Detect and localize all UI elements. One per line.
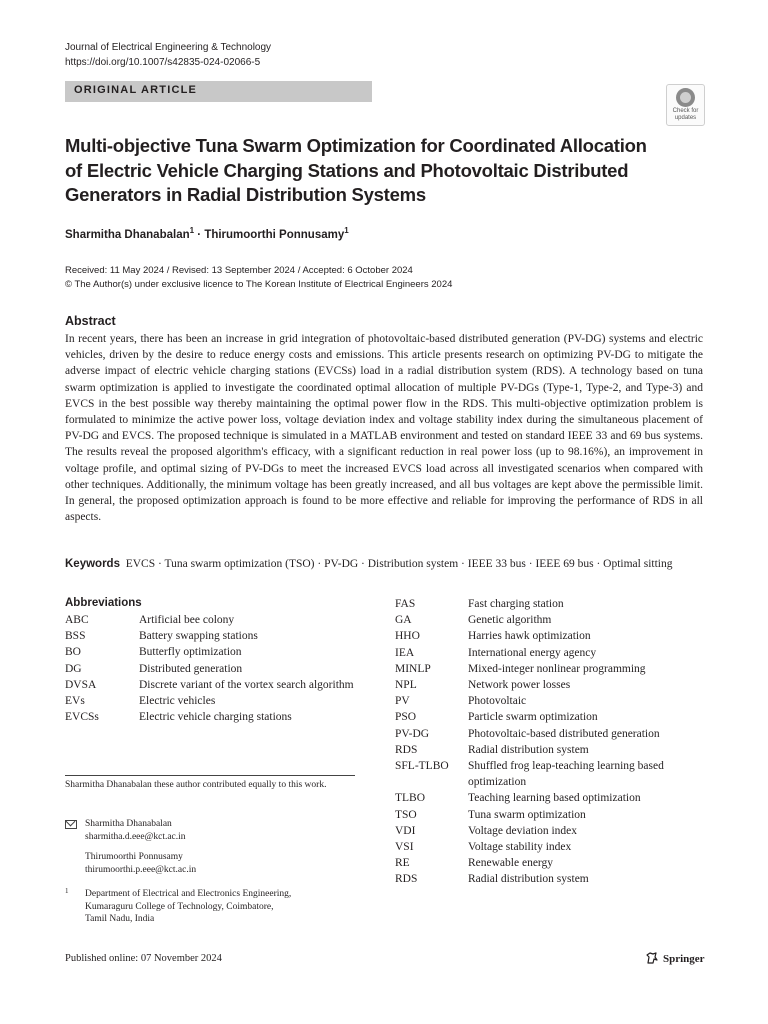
abbreviation-term: IEA [395,646,415,659]
check-for-updates-badge[interactable] [666,84,705,126]
doi-link[interactable]: https://doi.org/10.1007/s42835-024-02066-5 [65,57,261,68]
publisher-name: Springer [663,953,705,965]
abbreviation-definition: Artificial bee colony [139,614,235,626]
contact-name: Thirumoorthi Ponnusamy [85,852,183,862]
abstract-text: In recent years, there has been an increase in grid integration of photovoltaic-based distributed generation (PV-DG) systems and electric vehicles, driven by the desire to reduce energy costs and emissions. This article presents research on optimizing PV-DG to mitigate the adverse impact of electric vehicle charging stations (EVCSs) load in a radial distribution system (RDS). A technology based on tuna swarm optimization is applied to investigate the coordinated optimal allocation of multiple PV-DGs (Type-1, Type-2, and Type-3) and EVCS in the best possible way thereby maintaining the optimal power flow in the RDS. This multi-objective optimization problem is formulated to minimize the active power loss, voltage deviation index and voltage stability index during the simultaneous placement of PV-DG and EVCS. The proposed technique is simulated in a MATLAB environment and tested on standard IEEE 33 and 69 bus systems. The results reveal the proposed algorithm's efficacy, with a significant reduction in real power loss (up to 98.16%), an improvement in voltage profile, and optimal sizing of PV-DGs to meet the increased EVCS load across all investigated scenarios when compared with other techniques. Additionally, the minimum voltage has been greatly increased, and all bus voltages are kept above the permissible limit. In general, the proposed optimization approach is found to be more effective and reliable for improving the performance of RDS in all aspects. [65,333,703,524]
author-separator: · [194,228,205,241]
crossmark-text-line2: updates [674,115,697,121]
abbreviation-term: VSI [395,841,414,854]
abbreviation-term: GA [395,614,412,627]
abbreviation-definition: Teaching learning based optimization [468,792,641,805]
author-name[interactable]: Sharmitha Dhanabalan [65,228,190,241]
abbreviation-row [395,709,705,725]
article-title [65,134,705,208]
abbreviation-definition: Photovoltaic [468,695,527,708]
abbreviations-left-column [65,612,355,725]
abbreviation-term: PSO [395,711,417,724]
abbreviation-term: BO [65,646,81,659]
abbreviation-term: VDI [395,824,416,837]
abbreviation-definition: Mixed-integer nonlinear programming [468,662,646,675]
title-line-1: Multi-objective Tuna Swarm Optimization for Coordinated Allocation [65,135,647,156]
abstract-heading: Abstract [65,314,116,328]
footnote-divider [65,775,355,776]
received-dates: Received: 11 May 2024 / Revised: 13 September 2024 / Accepted: 6 October 2024 [65,265,413,276]
abbreviation-definition: Distributed generation [139,662,243,675]
abbreviation-definition: Genetic algorithm [468,614,552,627]
abbreviation-definition: Voltage deviation index [468,824,578,837]
abbreviation-row [395,726,705,742]
abbreviation-row [395,661,705,677]
envelope-icon [65,820,77,829]
abbreviation-definition: Renewable energy [468,857,554,870]
abbreviation-row [395,612,705,628]
abbreviation-term: ABC [65,614,89,626]
abbreviation-term: RDS [395,873,418,886]
abbreviation-definition: Radial distribution system [468,743,589,756]
abbreviation-definition: Network power losses [468,679,571,692]
abbreviation-term: PV-DG [395,727,430,740]
affiliation-number: 1 [65,887,69,895]
abbreviations-heading: Abbreviations [65,597,142,609]
abbreviation-definition: Particle swarm optimization [468,711,598,724]
author-affiliation-mark: 1 [344,226,349,235]
abbreviation-row [65,677,355,693]
affiliation-line: Kumaraguru College of Technology, Coimbatore, [85,901,274,912]
copyright-line: © The Author(s) under exclusive licence to The Korean Institute of Electrical Engineers 2024 [65,279,453,290]
abbreviation-definition: Photovoltaic-based distributed generation [468,727,660,740]
affiliation-line: Tamil Nadu, India [85,914,155,924]
abbreviation-row [395,855,705,871]
keywords-heading: Keywords [65,558,120,570]
author-list [65,226,349,241]
abbreviation-row [65,612,355,628]
abbreviation-row [65,644,355,660]
abbreviation-term: SFL-TLBO [395,760,449,773]
keywords [65,556,703,572]
abbreviation-definition: Shuffled frog leap-teaching learning based optimization [468,760,664,789]
abbreviation-term: TSO [395,808,417,821]
abbreviation-row [65,693,355,709]
abbreviation-term: PV [395,695,410,708]
abbreviation-row [65,661,355,677]
equal-contribution-note: Sharmitha Dhanabalan these author contributed equally to this work. [65,780,327,790]
abbreviation-row [395,693,705,709]
publisher-logo[interactable] [645,951,705,965]
abbreviation-row [65,628,355,644]
abbreviation-row [395,758,705,790]
abbreviation-row [395,742,705,758]
contact-name: Sharmitha Dhanabalan [85,819,172,829]
abbreviation-row [395,645,705,661]
abbreviation-row [395,596,705,612]
abbreviation-term: RE [395,857,410,870]
abbreviation-term: RDS [395,743,418,756]
abbreviation-definition: Battery swapping stations [139,630,258,643]
affiliation-line: Department of Electrical and Electronics Engineering, [85,889,292,899]
abbreviation-row [395,871,705,887]
abbreviation-term: NPL [395,679,417,692]
abbreviation-definition: Fast charging station [468,598,564,610]
abbreviation-term: MINLP [395,662,431,675]
abbreviation-term: EVs [65,695,85,708]
abbreviation-definition: Voltage stability index [468,841,572,854]
contact-email[interactable]: sharmitha.d.eee@kct.ac.in [85,831,186,842]
published-online: Published online: 07 November 2024 [65,953,222,964]
springer-horse-icon [645,951,659,965]
abbreviation-definition: Harries hawk optimization [468,630,591,643]
abbreviation-term: FAS [395,598,416,610]
author-name[interactable]: Thirumoorthi Ponnusamy [204,228,345,241]
journal-header [65,40,271,70]
article-type-label: ORIGINAL ARTICLE [74,84,198,96]
abbreviation-term: DG [65,662,82,675]
abbreviation-definition: International energy agency [468,646,597,659]
keywords-text: EVCS · Tuna swarm optimization (TSO) · PV-DG · Distribution system · IEEE 33 bus · IEEE 69 bus · Optimal sitting [125,558,673,570]
crossmark-text-line1: Check for [672,108,699,114]
abbreviation-row [395,823,705,839]
abbreviation-definition: Discrete variant of the vortex search algorithm [139,678,354,691]
journal-name: Journal of Electrical Engineering & Technology [65,42,272,53]
article-history [65,264,452,292]
abbreviation-term: HHO [395,630,420,643]
abbreviation-definition: Electric vehicle charging stations [139,711,292,724]
abbreviation-row [395,790,705,806]
abbreviation-term: BSS [65,630,86,643]
abbreviation-definition: Electric vehicles [139,695,216,708]
title-line-3: Generators in Radial Distribution Systems [65,184,426,205]
abbreviation-definition: Butterfly optimization [139,646,242,659]
abbreviation-row [395,807,705,823]
abbreviation-row [395,839,705,855]
abbreviation-row [395,628,705,644]
abbreviation-row [395,677,705,693]
abbreviation-definition: Tuna swarm optimization [468,808,586,821]
crossmark-icon [676,88,695,107]
abbreviation-row [65,709,355,725]
article-type-banner [65,81,372,102]
abbreviation-definition: Radial distribution system [468,873,589,886]
contact-email[interactable]: thirumoorthi.p.eee@kct.ac.in [85,864,197,875]
author-affiliation-mark: 1 [189,226,195,235]
abbreviation-term: DVSA [65,678,97,691]
abbreviation-term: EVCSs [65,711,99,724]
abbreviations-right-column [395,596,705,888]
abbreviation-term: TLBO [395,792,426,805]
title-line-2: of Electric Vehicle Charging Stations and Photovoltaic Distributed [65,159,629,181]
